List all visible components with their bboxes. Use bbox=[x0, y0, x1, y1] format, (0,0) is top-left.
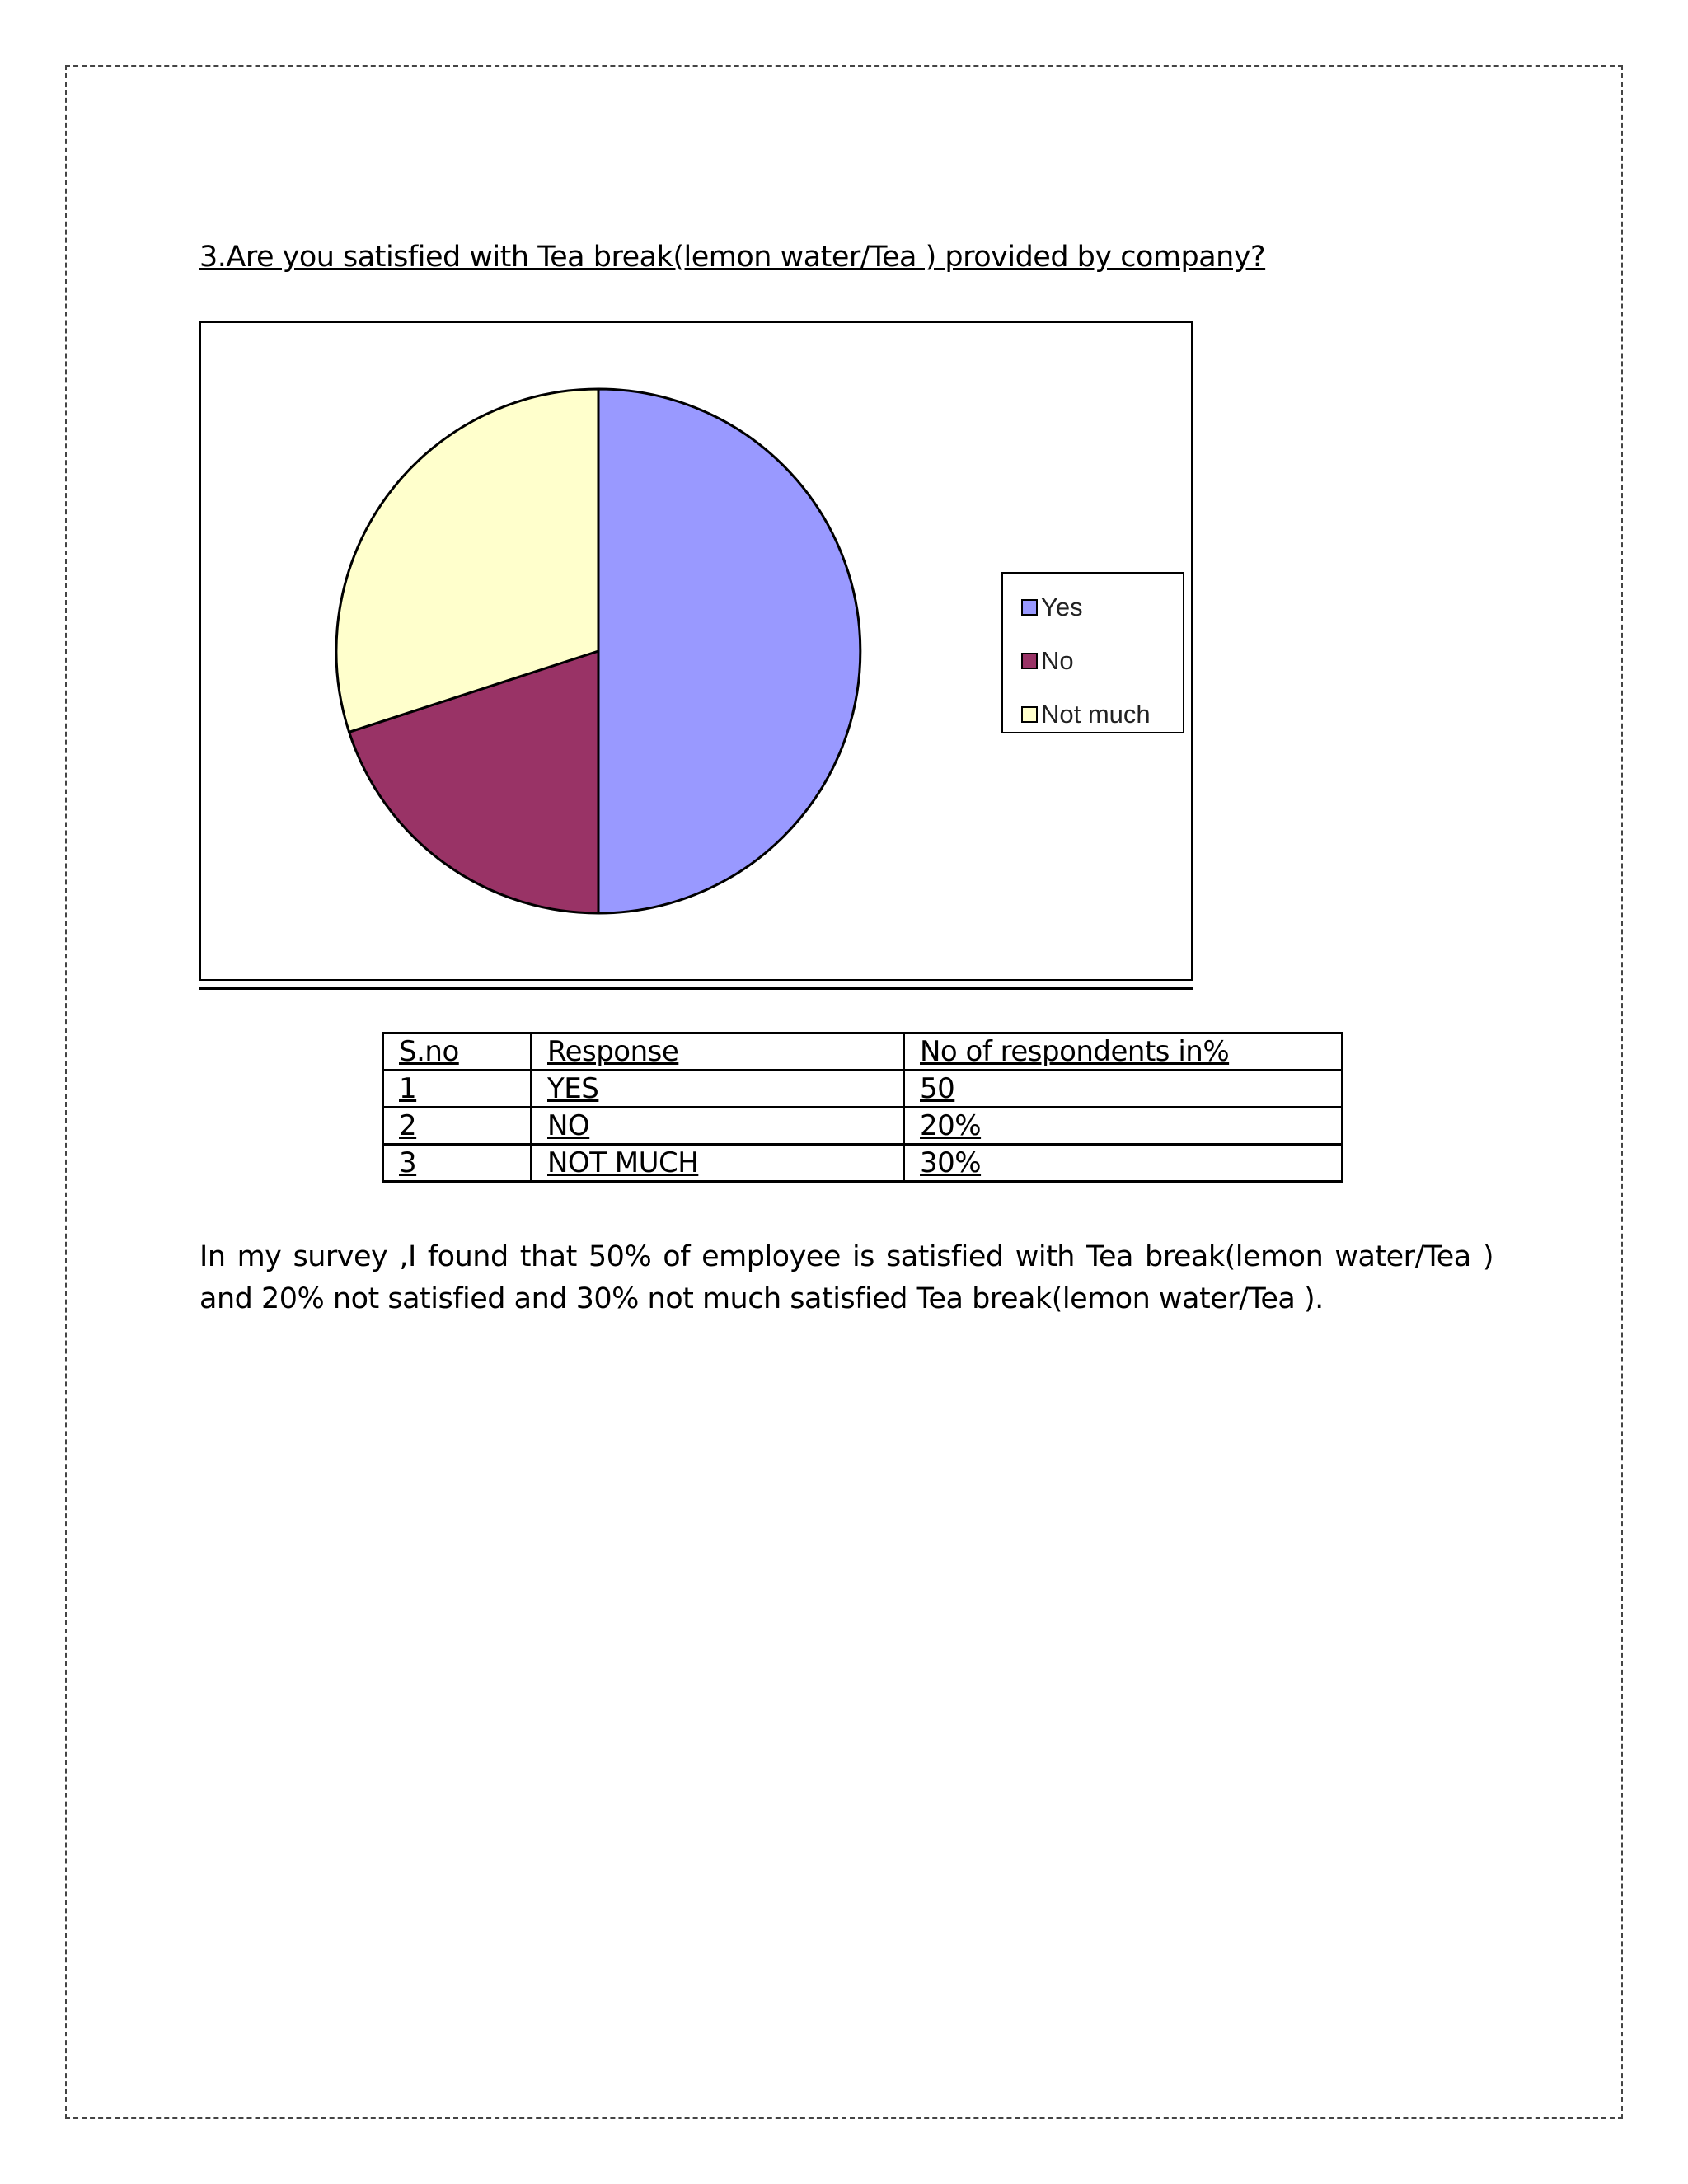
legend-swatch-no bbox=[1021, 653, 1038, 669]
legend-label-not-much: Not much bbox=[1041, 699, 1151, 729]
table-cell: 3 bbox=[383, 1145, 532, 1182]
table-cell: 50 bbox=[904, 1071, 1343, 1108]
table-cell: 20% bbox=[904, 1108, 1343, 1145]
legend-swatch-not-much bbox=[1021, 706, 1038, 723]
table-cell: 30% bbox=[904, 1145, 1343, 1182]
pie-chart bbox=[199, 321, 1193, 981]
table-cell: NO bbox=[532, 1108, 904, 1145]
table-cell: 1 bbox=[383, 1071, 532, 1108]
table-cell: NOT MUCH bbox=[532, 1145, 904, 1182]
table-row bbox=[383, 1071, 1343, 1108]
table-cell: 2 bbox=[383, 1108, 532, 1145]
pie-slice-yes bbox=[598, 389, 860, 913]
chart-divider bbox=[199, 987, 1193, 990]
legend-item-yes bbox=[1003, 580, 1183, 634]
summary-paragraph: In my survey ,I found that 50% of employee is satisfied with Tea break(lemon water/Tea ) and 20% not satisfied and 30% not much satisfied Tea break(lemon water/Tea ). bbox=[199, 1240, 1493, 1315]
responses-table bbox=[382, 1032, 1343, 1183]
legend-item-not-much bbox=[1003, 687, 1183, 741]
table-header-cell: No of respondents in% bbox=[904, 1033, 1343, 1071]
table-row bbox=[383, 1108, 1343, 1145]
table-header-cell: S.no bbox=[383, 1033, 532, 1071]
table-cell: YES bbox=[532, 1071, 904, 1108]
legend-swatch-yes bbox=[1021, 599, 1038, 616]
legend-label-yes: Yes bbox=[1041, 592, 1083, 621]
legend-item-no bbox=[1003, 634, 1183, 687]
chart-legend bbox=[1001, 572, 1184, 733]
legend-label-no: No bbox=[1041, 645, 1074, 675]
table-header-cell: Response bbox=[532, 1033, 904, 1071]
question-heading: 3.Are you satisfied with Tea break(lemon water/Tea ) provided by company? bbox=[199, 241, 1266, 274]
table-row bbox=[383, 1145, 1343, 1182]
table-header-row bbox=[383, 1033, 1343, 1071]
